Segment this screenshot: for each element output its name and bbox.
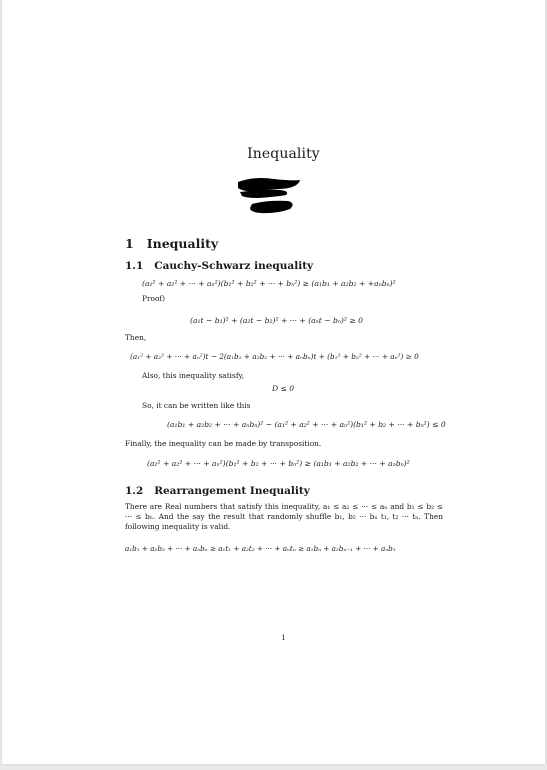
subsection-heading-rearrangement <box>125 485 310 497</box>
rearrangement-paragraph: There are Real numbers that satisfy this inequality, a₁ ≤ a₂ ≤ ··· ≤ aₙ and b₁ ≤ b₂ ≤ ··· ≤ bₙ. And the say the result that randomly shuffle b₁, b₂ ··· bₙ t₁, t₂ ··· tₙ. Then following inequality is valid. <box>125 502 443 531</box>
also-text: Also, this inequality satisfy, <box>142 371 245 380</box>
equation-cauchy-schwarz: (a₁² + a₂² + ··· + aₙ²)(b₁² + b₂² + ··· + bₙ²) ≥ (a₁b₁ + a₂b₂ + +aₙbₙ)² <box>142 279 396 288</box>
equation-discriminant: D ≤ 0 <box>272 384 295 393</box>
subsection-title: Rearrangement Inequality <box>154 485 310 497</box>
subsection-number: 1.1 <box>125 260 144 272</box>
section-number: 1 <box>125 236 134 251</box>
proof-label: Proof) <box>142 294 166 303</box>
subsection-number: 1.2 <box>125 485 144 497</box>
page-number: 1 <box>281 634 286 642</box>
equation-discriminant-form: (a₁b₁ + a₂b₂ + ··· + aₙbₙ)² − (a₁² + a₂² + ··· + aₙ²)(b₁² + b₂ + ··· + bₙ²) ≤ 0 <box>167 420 446 429</box>
so-text: So, it can be written like this <box>142 401 251 410</box>
document-title: Inequality <box>247 146 320 162</box>
section-title: Inequality <box>146 236 219 251</box>
equation-rearrangement: a₁b₁ + a₂b₂ + ··· + aₙbₙ ≥ a₁t₁ + a₂t₂ + ··· + aₙtₙ ≥ a₁bₙ + a₂bₙ₋₁ + ··· + aₙb₁ <box>125 544 396 553</box>
subsection-heading-cauchy <box>125 260 313 272</box>
section-heading <box>125 236 218 251</box>
finally-text: Finally, the inequality can be made by transposition. <box>125 439 322 448</box>
subsection-title: Cauchy-Schwarz inequality <box>154 260 314 272</box>
equation-quadratic-expansion: (a₁² + a₂² + ··· + aₙ²)t − 2(a₁b₁ + a₂b₂ + ··· + aₙbₙ)t + (b₁² + b₂² + ··· + aₙ²) ≥ 0 <box>130 352 419 361</box>
then-label: Then, <box>125 333 147 342</box>
document-page <box>2 0 545 764</box>
equation-proof-square-sum: (a₁t − b₁)² + (a₂t − b₂)² + ··· + (aₙt − bₙ)² ≥ 0 <box>190 316 363 325</box>
redacted-author-mark <box>234 176 304 216</box>
equation-final: (a₁² + a₂² + ··· + aₙ²)(b₁² + b₂ + ··· + bₙ²) ≥ (a₁b₁ + a₂b₂ + ··· + aₙbₙ)² <box>147 459 410 468</box>
